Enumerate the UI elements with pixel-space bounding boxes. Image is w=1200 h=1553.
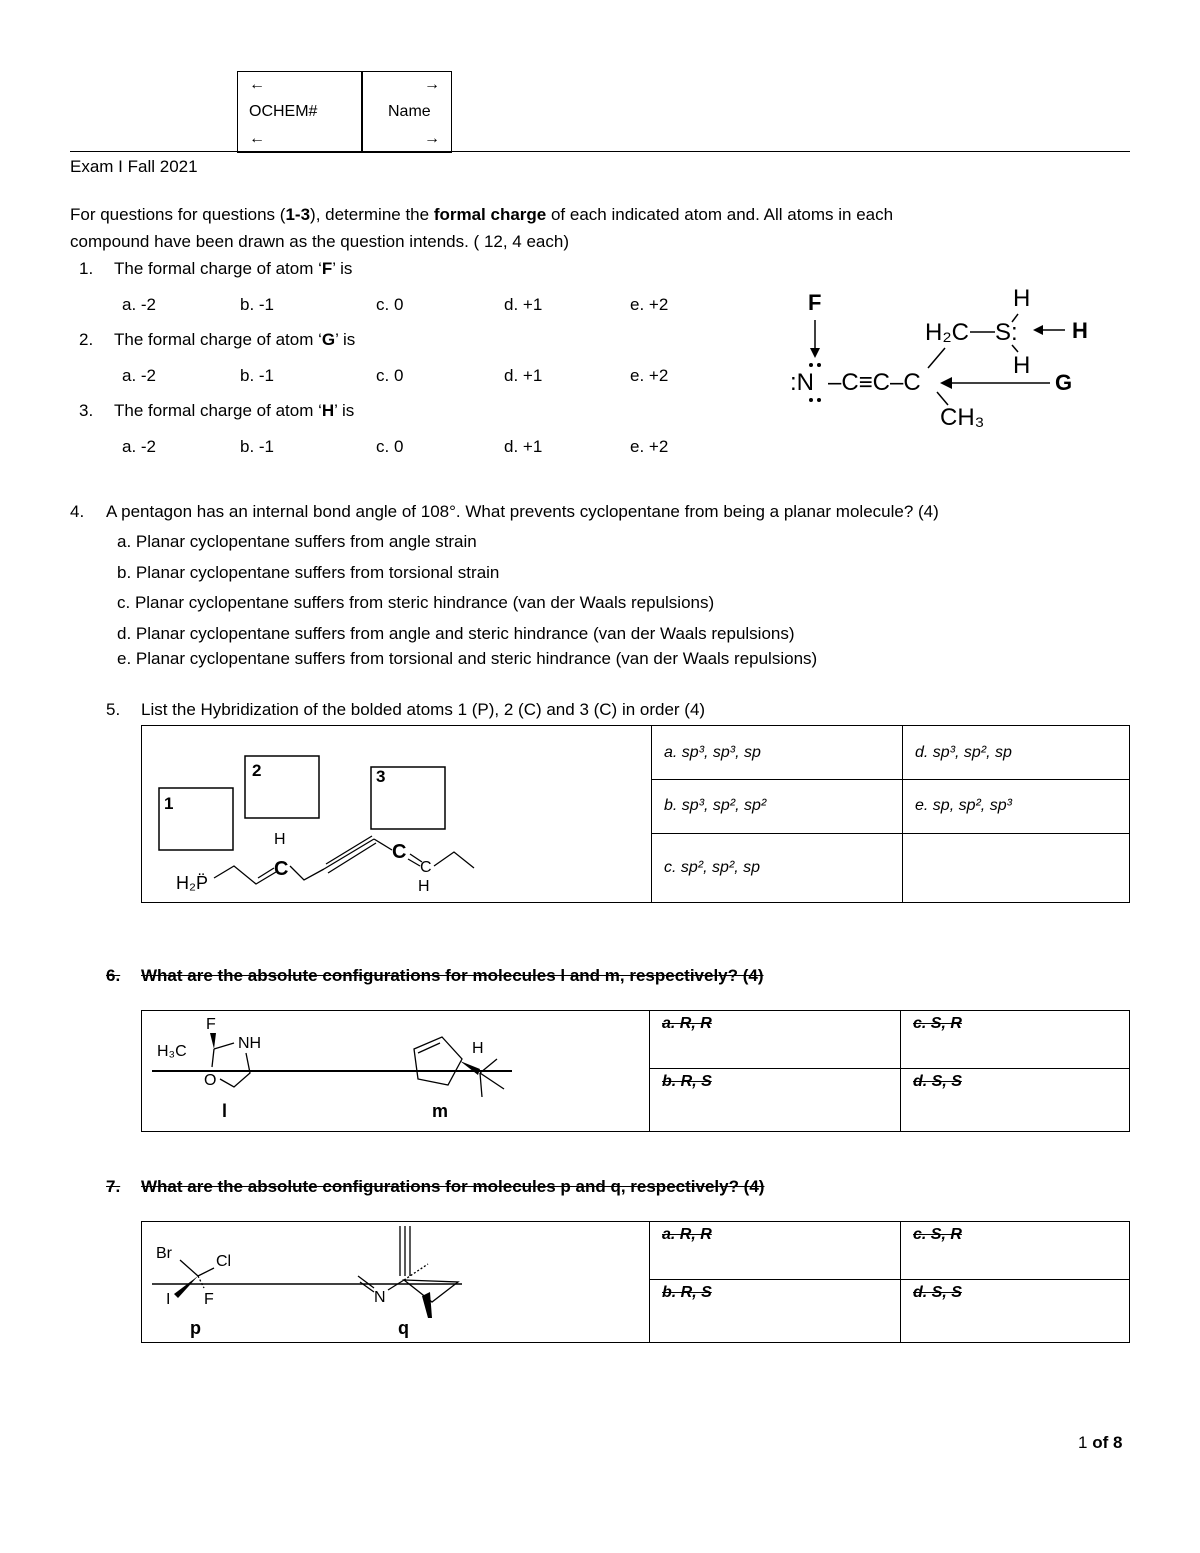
option-d[interactable]: d. sp³, sp², sp bbox=[903, 726, 1130, 780]
arrow-right-icon: → bbox=[424, 130, 440, 147]
header-rule bbox=[70, 151, 1130, 152]
question-4-number: 4. bbox=[70, 502, 85, 521]
f-label: F bbox=[206, 1016, 216, 1033]
arrow-left-icon: ← bbox=[249, 130, 265, 147]
arrow-right-icon: → bbox=[424, 76, 440, 93]
molecule-cell bbox=[142, 1222, 650, 1343]
molecule-cell bbox=[142, 1011, 650, 1132]
f-label: F bbox=[204, 1291, 214, 1308]
choice-d[interactable]: d. +1 bbox=[504, 437, 543, 456]
question-5-text: List the Hybridization of the bolded atoms 1 (P), 2 (C) and 3 (C) in order (4) bbox=[141, 700, 706, 719]
choice-c[interactable]: c. Planar cyclopentane suffers from steric hindrance (van der Waals repulsions) bbox=[117, 593, 715, 612]
choice-b[interactable]: b. Planar cyclopentane suffers from torsional strain bbox=[117, 563, 500, 582]
atom-c-3: C bbox=[392, 841, 407, 863]
choice-d[interactable]: d. +1 bbox=[504, 366, 543, 385]
question-4-text: A pentagon has an internal bond angle of 108°. What prevents cyclopentane from being a planar molecule? (4) bbox=[106, 502, 939, 521]
question-text: The formal charge of atom ‘F’ is bbox=[114, 259, 353, 278]
option-b[interactable]: b. R, S bbox=[650, 1069, 901, 1132]
arrow-left-icon: ← bbox=[249, 76, 265, 93]
question-text: The formal charge of atom ‘H’ is bbox=[114, 401, 355, 420]
ochem-label: OCHEM# bbox=[249, 103, 318, 120]
choice-c[interactable]: c. 0 bbox=[376, 437, 404, 456]
option-b[interactable]: b. sp³, sp², sp² bbox=[652, 780, 903, 833]
label-g: G bbox=[1055, 370, 1073, 395]
name-box[interactable] bbox=[361, 71, 452, 153]
intro-line-2: compound have been drawn as the question intends. ( 12, 4 each) bbox=[70, 232, 570, 251]
label-f: F bbox=[808, 290, 822, 315]
exam-title: Exam I Fall 2021 bbox=[70, 157, 198, 176]
h-label: H bbox=[274, 831, 286, 848]
name-label: Name bbox=[388, 103, 431, 120]
option-b[interactable]: b. R, S bbox=[650, 1280, 901, 1343]
molecule-m-label: m bbox=[432, 1101, 449, 1121]
molecule-p-label: p bbox=[190, 1318, 201, 1338]
choice-a[interactable]: a. -2 bbox=[122, 366, 157, 385]
h2c-group: H₂C bbox=[925, 319, 969, 346]
molecule-q-label: q bbox=[398, 1318, 409, 1338]
choice-e[interactable]: e. +2 bbox=[630, 366, 669, 385]
molecule-diagram-fgh bbox=[780, 280, 1110, 440]
question-6-table bbox=[141, 1010, 1130, 1132]
empty-cell bbox=[903, 833, 1130, 902]
page-number: 1 of 8 bbox=[1078, 1433, 1123, 1452]
option-d[interactable]: d. S, S bbox=[901, 1069, 1130, 1132]
br-label: Br bbox=[156, 1245, 172, 1262]
n-label: N bbox=[374, 1289, 386, 1306]
question-6-text: What are the absolute configurations for molecules l and m, respectively? (4) bbox=[141, 966, 764, 985]
h-label: H bbox=[418, 878, 430, 895]
h-label: H bbox=[472, 1040, 484, 1057]
question-text: The formal charge of atom ‘G’ is bbox=[114, 330, 356, 349]
option-e[interactable]: e. sp, sp², sp³ bbox=[903, 780, 1130, 833]
molecule-l-label: l bbox=[222, 1101, 228, 1121]
molecule-cell bbox=[142, 726, 652, 903]
question-5-number: 5. bbox=[106, 700, 121, 719]
choice-e[interactable]: e. +2 bbox=[630, 295, 669, 314]
question-number: 1. bbox=[79, 259, 94, 278]
h-bottom: H bbox=[1013, 352, 1031, 379]
carbon-c: C bbox=[420, 859, 432, 876]
question-number: 3. bbox=[79, 401, 94, 420]
choice-e[interactable]: e. +2 bbox=[630, 437, 669, 456]
choice-b[interactable]: b. -1 bbox=[240, 437, 275, 456]
molecule-diagram-pq bbox=[142, 1222, 649, 1342]
choice-a[interactable]: a. -2 bbox=[122, 295, 157, 314]
alkyne-chain: –C≡C–C bbox=[828, 369, 921, 396]
ochem-number-box[interactable] bbox=[237, 71, 363, 153]
h-top: H bbox=[1013, 285, 1031, 312]
question-7-text: What are the absolute configurations for molecules p and q, respectively? (4) bbox=[141, 1177, 765, 1196]
atom-n: :N bbox=[790, 369, 814, 396]
cl-label: Cl bbox=[216, 1253, 232, 1270]
option-a[interactable]: a. R, R bbox=[650, 1222, 901, 1280]
question-7-table bbox=[141, 1221, 1130, 1343]
option-c[interactable]: c. S, R bbox=[901, 1222, 1130, 1280]
i-label: I bbox=[166, 1291, 171, 1308]
choice-b[interactable]: b. -1 bbox=[240, 366, 275, 385]
option-c[interactable]: c. S, R bbox=[901, 1011, 1130, 1069]
box-label-2: 2 bbox=[252, 761, 262, 780]
choice-a[interactable]: a. -2 bbox=[122, 437, 157, 456]
o-label: O bbox=[204, 1072, 217, 1089]
molecule-diagram-lm bbox=[142, 1011, 649, 1131]
choice-c[interactable]: c. 0 bbox=[376, 366, 404, 385]
option-a[interactable]: a. R, R bbox=[650, 1011, 901, 1069]
option-a[interactable]: a. sp³, sp³, sp bbox=[652, 726, 903, 780]
box-label-1: 1 bbox=[164, 794, 174, 813]
atom-s: S: bbox=[995, 319, 1018, 346]
question-5-table bbox=[141, 725, 1130, 903]
molecule-diagram-hybridization bbox=[142, 726, 651, 902]
question-6-number: 6. bbox=[106, 966, 121, 985]
question-7-number: 7. bbox=[106, 1177, 121, 1196]
atom-p: H₂P̈ bbox=[176, 873, 208, 893]
choice-c[interactable]: c. 0 bbox=[376, 295, 404, 314]
nh-label: NH bbox=[238, 1035, 262, 1052]
ch3-group: CH₃ bbox=[940, 404, 985, 431]
choice-e[interactable]: e. Planar cyclopentane suffers from torsional and steric hindrance (van der Waals repulsions) bbox=[117, 649, 818, 668]
label-h: H bbox=[1072, 318, 1088, 343]
box-label-3: 3 bbox=[376, 767, 386, 786]
atom-c-2: C bbox=[274, 858, 289, 880]
h3c-label: H₃C bbox=[157, 1043, 187, 1060]
option-c[interactable]: c. sp², sp², sp bbox=[652, 833, 903, 902]
question-number: 2. bbox=[79, 330, 94, 349]
choice-a[interactable]: a. Planar cyclopentane suffers from angle strain bbox=[117, 532, 477, 551]
choice-d[interactable]: d. +1 bbox=[504, 295, 543, 314]
choice-d[interactable]: d. Planar cyclopentane suffers from angle and steric hindrance (van der Waals repulsions) bbox=[117, 624, 795, 643]
option-d[interactable]: d. S, S bbox=[901, 1280, 1130, 1343]
intro-line-1: For questions for questions (1-3), determine the formal charge of each indicated atom and. All atoms in each bbox=[70, 205, 894, 224]
choice-b[interactable]: b. -1 bbox=[240, 295, 275, 314]
